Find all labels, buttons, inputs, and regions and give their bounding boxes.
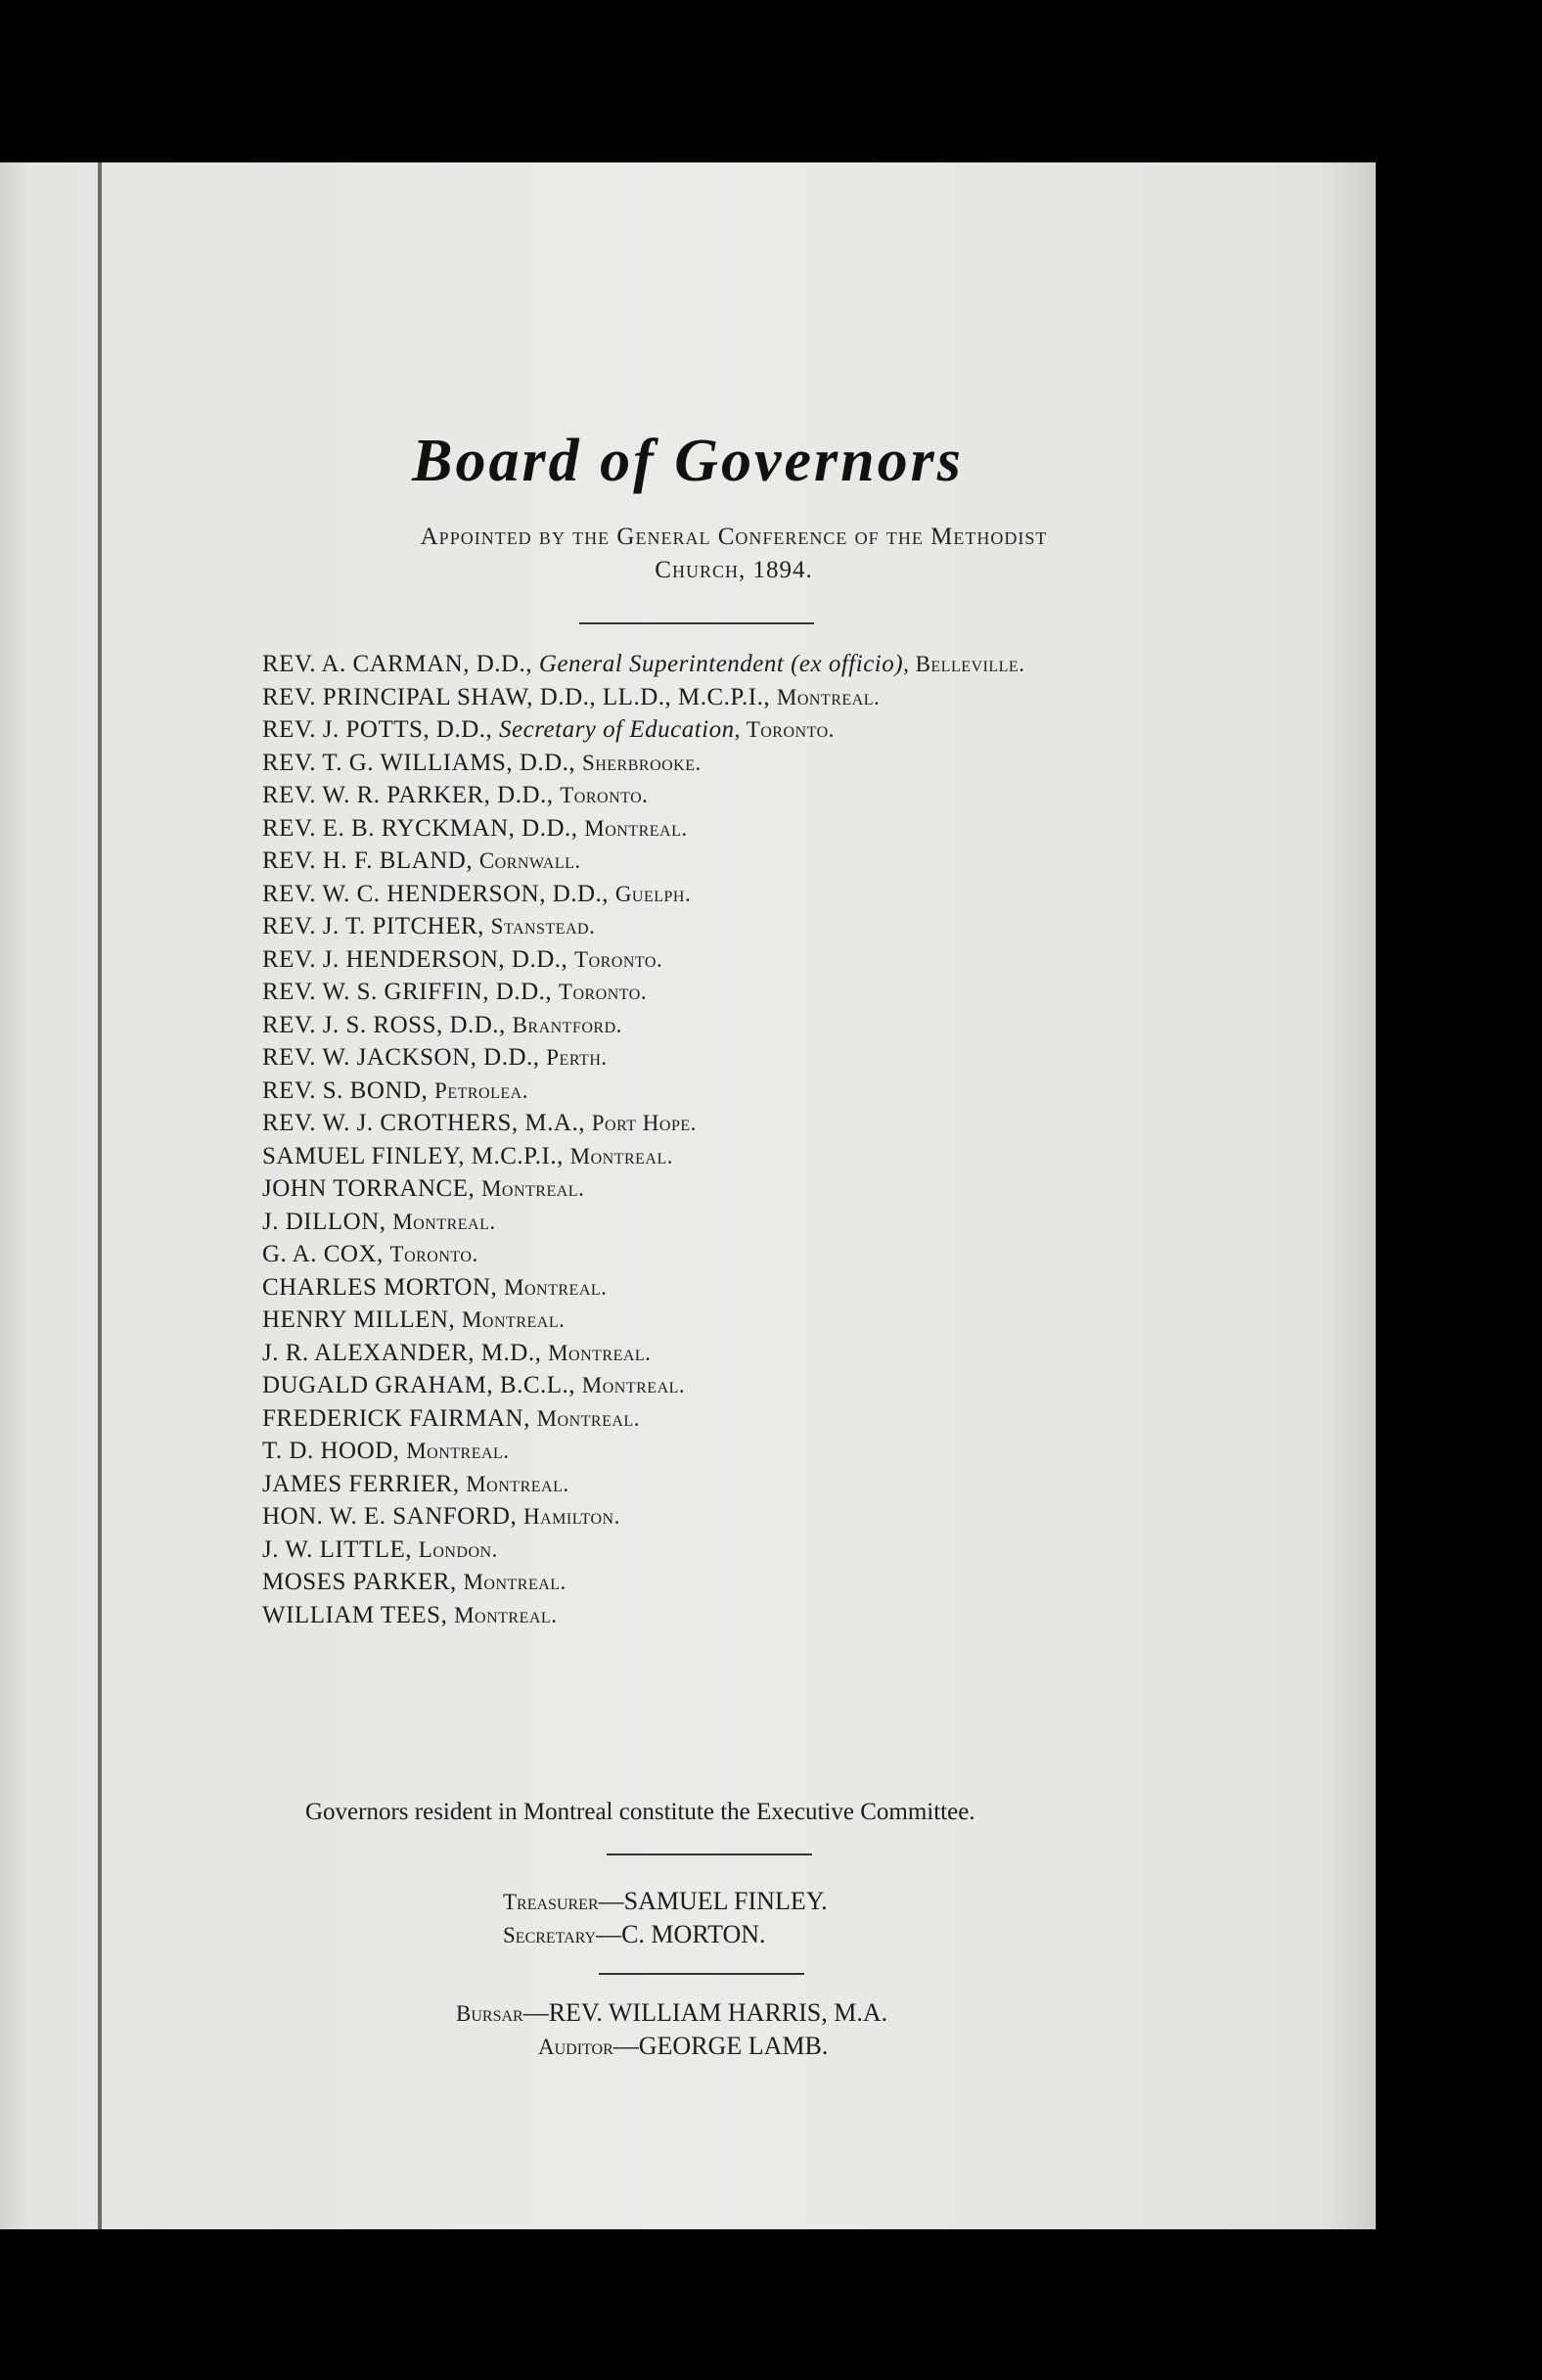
member-name: J. W. LITTLE, xyxy=(262,1535,419,1563)
member-entry xyxy=(262,648,1241,681)
secretary-title: Secretary xyxy=(503,1923,597,1947)
bursar-line xyxy=(456,1998,887,2028)
member-name: HENRY MILLEN, xyxy=(262,1306,462,1333)
auditor-title: Auditor xyxy=(538,2035,613,2059)
document-page xyxy=(0,162,1376,2229)
member-place: Toronto. xyxy=(389,1242,478,1266)
auditor-line xyxy=(538,2032,828,2061)
member-entry xyxy=(262,681,1241,714)
member-role: Secretary of Education xyxy=(499,716,735,743)
member-place: Montreal. xyxy=(406,1439,510,1463)
member-place: Montreal. xyxy=(536,1405,640,1431)
page-content xyxy=(0,162,1376,2229)
member-place: , Belleville. xyxy=(903,652,1025,676)
member-name: CHARLES MORTON, xyxy=(262,1273,505,1301)
member-entry xyxy=(262,1435,1241,1468)
subtitle-line-1: Appointed by the General Conference of the Methodist xyxy=(420,524,1048,550)
members-list xyxy=(262,648,1241,1631)
member-entry xyxy=(262,1140,1241,1173)
member-entry xyxy=(262,910,1241,943)
member-name: REV. A. CARMAN, D.D., xyxy=(262,651,539,677)
treasurer-name: —SAMUEL FINLEY. xyxy=(598,1887,828,1915)
member-name: REV. H. F. BLAND, xyxy=(262,847,479,874)
member-entry xyxy=(262,1206,1241,1239)
member-name: REV. W. C. HENDERSON, D.D., xyxy=(262,880,615,907)
member-entry xyxy=(262,1533,1241,1567)
member-name: SAMUEL FINLEY, M.C.P.I., xyxy=(262,1142,570,1169)
member-name: REV. T. G. WILLIAMS, D.D., xyxy=(262,749,582,776)
member-place: London. xyxy=(418,1536,498,1562)
bursar-title: Bursar xyxy=(456,2001,523,2026)
member-place: Perth. xyxy=(546,1045,608,1070)
member-name: FREDERICK FAIRMAN, xyxy=(262,1404,537,1432)
page-title: Board of Governors xyxy=(412,428,964,494)
member-entry xyxy=(262,1075,1241,1108)
member-place: Stanstead. xyxy=(490,914,596,938)
member-entry xyxy=(262,878,1241,911)
divider-rule-top xyxy=(579,622,814,624)
member-name: HON. W. E. SANFORD, xyxy=(262,1503,523,1530)
member-entry xyxy=(262,1304,1241,1337)
member-place: Port Hope. xyxy=(591,1111,697,1135)
member-name: JAMES FERRIER, xyxy=(262,1470,467,1497)
divider-rule-middle xyxy=(607,1854,812,1855)
member-entry xyxy=(262,1238,1241,1271)
member-name: JOHN TORRANCE, xyxy=(262,1175,481,1202)
member-name: REV. E. B. RYCKMAN, D.D., xyxy=(262,814,585,842)
member-place: Brantford. xyxy=(512,1012,622,1037)
member-entry xyxy=(262,713,1241,747)
secretary-line xyxy=(503,1920,766,1949)
auditor-name: —GEORGE LAMB. xyxy=(612,2032,829,2060)
member-entry xyxy=(262,1566,1241,1599)
member-place: Montreal. xyxy=(581,1373,686,1397)
executive-committee-note: Governors resident in Montreal constitute the Executive Committee. xyxy=(305,1799,975,1825)
member-place: Montreal. xyxy=(776,684,881,709)
member-entry xyxy=(262,1041,1241,1075)
member-place: Montreal. xyxy=(548,1340,652,1365)
member-place: Toronto. xyxy=(558,980,648,1004)
member-place: Hamilton. xyxy=(522,1504,620,1529)
member-place: Sherbrooke. xyxy=(581,750,702,775)
member-name: REV. W. S. GRIFFIN, D.D., xyxy=(262,979,559,1005)
secretary-name: —C. MORTON. xyxy=(596,1920,766,1948)
member-place: Montreal. xyxy=(480,1176,585,1201)
member-name: REV. W. J. CROTHERS, M.A., xyxy=(262,1110,592,1136)
member-name: REV. W. R. PARKER, D.D., xyxy=(262,782,561,808)
member-entry xyxy=(262,943,1241,977)
member-entry xyxy=(262,1500,1241,1533)
member-name: J. DILLON, xyxy=(262,1208,393,1235)
member-place: Montreal. xyxy=(454,1602,558,1627)
member-place: Cornwall. xyxy=(478,848,581,873)
member-place: Montreal. xyxy=(392,1209,496,1234)
subtitle xyxy=(333,521,1135,587)
member-name: T. D. HOOD, xyxy=(262,1438,407,1464)
member-entry xyxy=(262,1369,1241,1402)
member-place: Toronto. xyxy=(560,783,649,807)
member-place: Montreal. xyxy=(584,815,688,841)
member-place: Montreal. xyxy=(463,1570,567,1594)
member-name: REV. W. JACKSON, D.D., xyxy=(262,1044,547,1071)
member-entry xyxy=(262,1599,1241,1632)
member-place: Montreal. xyxy=(466,1471,569,1496)
member-entry xyxy=(262,845,1241,878)
member-role: General Superintendent (ex officio) xyxy=(538,651,904,677)
treasurer-line xyxy=(503,1887,828,1916)
member-name: G. A. COX, xyxy=(262,1241,390,1267)
member-name: REV. S. BOND, xyxy=(262,1076,435,1104)
member-name: REV. PRINCIPAL SHAW, D.D., LL.D., M.C.P.I., xyxy=(262,683,777,710)
member-name: REV. J. HENDERSON, D.D., xyxy=(262,945,575,973)
member-place: Montreal. xyxy=(504,1274,608,1300)
member-entry xyxy=(262,1172,1241,1206)
member-name: WILLIAM TEES, xyxy=(262,1601,455,1628)
member-entry xyxy=(262,1468,1241,1501)
member-entry xyxy=(262,1009,1241,1042)
member-entry xyxy=(262,812,1241,846)
member-name: REV. J. S. ROSS, D.D., xyxy=(262,1011,513,1038)
member-name: DUGALD GRAHAM, B.C.L., xyxy=(262,1372,582,1398)
member-name: REV. J. POTTS, D.D., xyxy=(262,716,500,743)
subtitle-line-2: Church, 1894. xyxy=(655,557,813,583)
member-name: J. R. ALEXANDER, M.D., xyxy=(262,1339,549,1366)
member-place: Toronto. xyxy=(574,946,663,972)
member-place: Guelph. xyxy=(614,881,692,906)
member-place: , Toronto. xyxy=(734,717,835,742)
member-name: MOSES PARKER, xyxy=(262,1569,464,1595)
member-place: Montreal. xyxy=(461,1307,566,1332)
member-entry xyxy=(262,1107,1241,1140)
member-entry xyxy=(262,976,1241,1009)
member-name: REV. J. T. PITCHER, xyxy=(262,913,491,939)
bursar-name: —REV. WILLIAM HARRIS, M.A. xyxy=(522,1998,888,2027)
member-entry xyxy=(262,779,1241,812)
member-entry xyxy=(262,747,1241,780)
divider-rule-bottom xyxy=(599,1973,804,1975)
member-place: Montreal. xyxy=(569,1143,673,1168)
member-entry xyxy=(262,1271,1241,1304)
member-entry xyxy=(262,1337,1241,1370)
treasurer-title: Treasurer xyxy=(503,1890,599,1914)
member-place: Petrolea. xyxy=(434,1077,528,1103)
member-entry xyxy=(262,1402,1241,1436)
